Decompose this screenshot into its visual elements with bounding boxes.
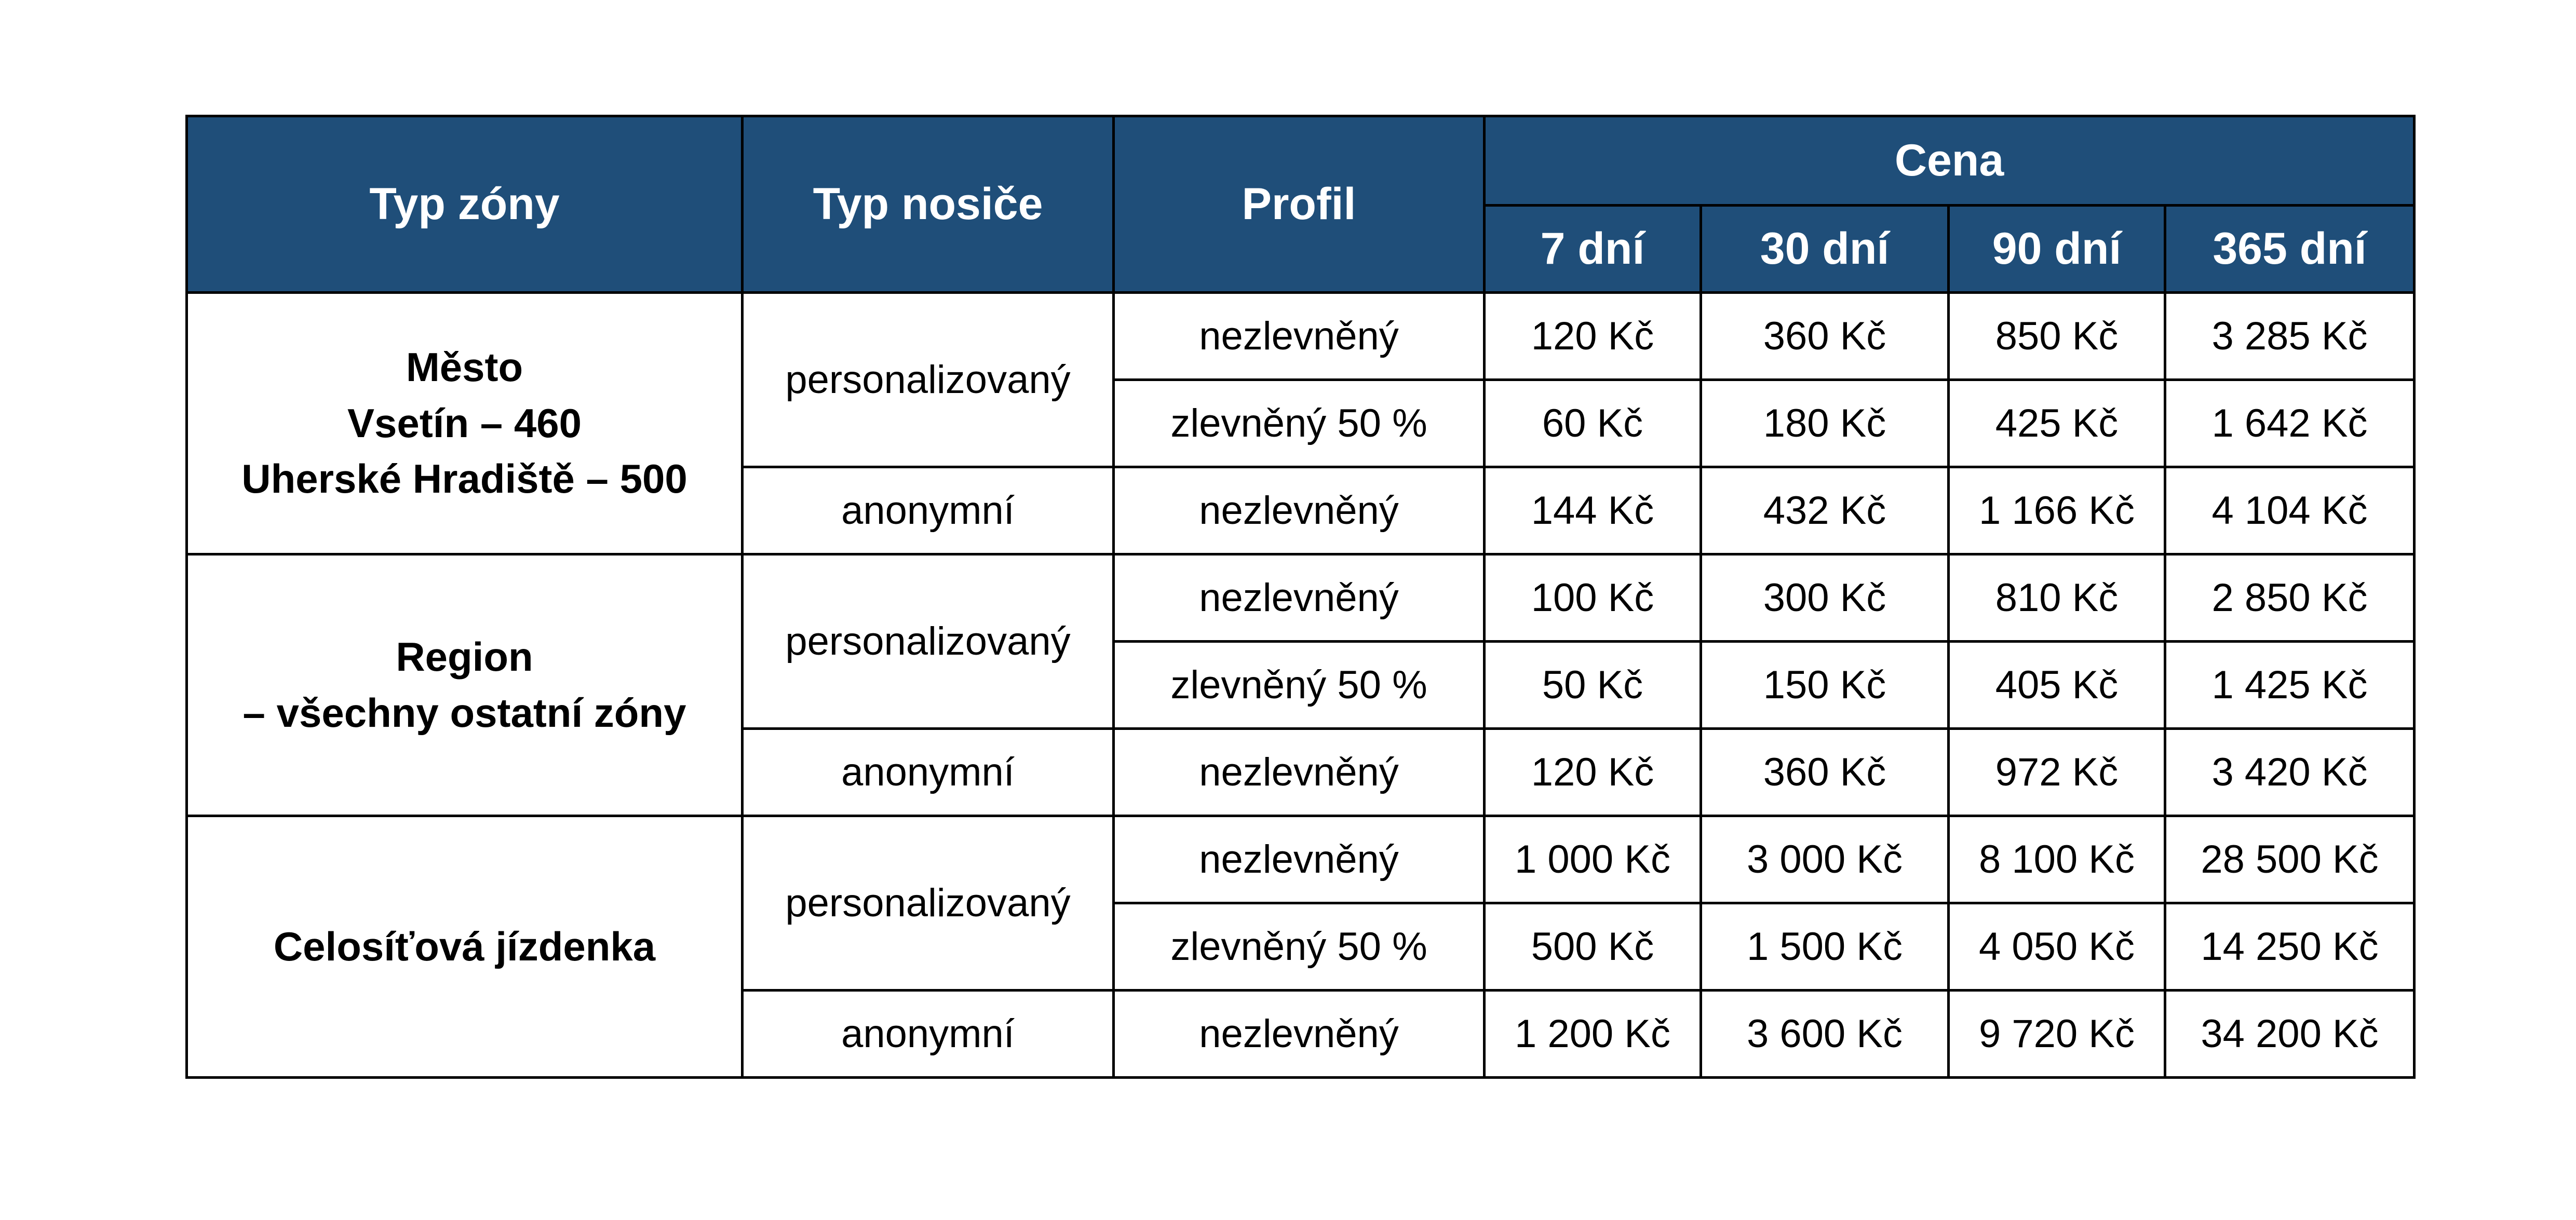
price-cell: 60 Kč	[1485, 380, 1701, 467]
table-row	[187, 554, 2415, 642]
price-cell: 3 000 Kč	[1701, 816, 1949, 903]
profile-cell: zlevněný 50 %	[1114, 903, 1485, 991]
carrier-cell: anonymní	[743, 991, 1114, 1078]
price-cell: 1 200 Kč	[1485, 991, 1701, 1078]
price-cell: 1 166 Kč	[1949, 467, 2165, 554]
profile-cell: zlevněný 50 %	[1114, 642, 1485, 729]
price-cell: 2 850 Kč	[2165, 554, 2415, 642]
carrier-cell: anonymní	[743, 467, 1114, 554]
price-cell: 28 500 Kč	[2165, 816, 2415, 903]
carrier-cell: personalizovaný	[743, 816, 1114, 991]
price-cell: 1 500 Kč	[1701, 903, 1949, 991]
price-cell: 3 600 Kč	[1701, 991, 1949, 1078]
price-cell: 150 Kč	[1701, 642, 1949, 729]
price-cell: 144 Kč	[1485, 467, 1701, 554]
price-cell: 360 Kč	[1701, 729, 1949, 816]
price-cell: 1 425 Kč	[2165, 642, 2415, 729]
zone-label-line: Celosíťová jízdenka	[273, 923, 656, 969]
price-cell: 4 104 Kč	[2165, 467, 2415, 554]
price-cell: 1 000 Kč	[1485, 816, 1701, 903]
zone-cell	[187, 293, 743, 554]
price-cell: 972 Kč	[1949, 729, 2165, 816]
price-cell: 50 Kč	[1485, 642, 1701, 729]
price-cell: 3 285 Kč	[2165, 293, 2415, 380]
price-cell: 14 250 Kč	[2165, 903, 2415, 991]
table-body	[187, 293, 2415, 1078]
price-cell: 34 200 Kč	[2165, 991, 2415, 1078]
price-cell: 4 050 Kč	[1949, 903, 2165, 991]
price-cell: 180 Kč	[1701, 380, 1949, 467]
zone-label-line: Region	[396, 633, 533, 680]
header-duration-7: 7 dní	[1485, 206, 1701, 293]
price-cell: 360 Kč	[1701, 293, 1949, 380]
zone-cell	[187, 554, 743, 816]
header-zone-type: Typ zóny	[187, 116, 743, 293]
table-header	[187, 116, 2415, 293]
price-cell: 405 Kč	[1949, 642, 2165, 729]
price-cell: 432 Kč	[1701, 467, 1949, 554]
zone-cell	[187, 816, 743, 1078]
profile-cell: nezlevněný	[1114, 816, 1485, 903]
price-cell: 300 Kč	[1701, 554, 1949, 642]
header-carrier-type: Typ nosiče	[743, 116, 1114, 293]
table-row	[187, 816, 2415, 903]
profile-cell: nezlevněný	[1114, 554, 1485, 642]
price-cell: 120 Kč	[1485, 729, 1701, 816]
header-row	[187, 116, 2415, 206]
carrier-cell: anonymní	[743, 729, 1114, 816]
header-duration-30: 30 dní	[1701, 206, 1949, 293]
profile-cell: nezlevněný	[1114, 467, 1485, 554]
header-profile: Profil	[1114, 116, 1485, 293]
profile-cell: nezlevněný	[1114, 293, 1485, 380]
header-duration-90: 90 dní	[1949, 206, 2165, 293]
price-cell: 500 Kč	[1485, 903, 1701, 991]
zone-label-line: Město	[406, 344, 523, 390]
zone-label-line: Vsetín – 460	[347, 400, 582, 446]
carrier-cell: personalizovaný	[743, 554, 1114, 729]
zone-label-line: – všechny ostatní zóny	[242, 689, 686, 736]
price-cell: 810 Kč	[1949, 554, 2165, 642]
zone-label-line: Uherské Hradiště – 500	[241, 456, 687, 502]
price-table	[185, 115, 2416, 1079]
price-cell: 9 720 Kč	[1949, 991, 2165, 1078]
carrier-cell: personalizovaný	[743, 293, 1114, 467]
table-row	[187, 293, 2415, 380]
price-cell: 425 Kč	[1949, 380, 2165, 467]
price-cell: 100 Kč	[1485, 554, 1701, 642]
profile-cell: zlevněný 50 %	[1114, 380, 1485, 467]
price-cell: 1 642 Kč	[2165, 380, 2415, 467]
profile-cell: nezlevněný	[1114, 991, 1485, 1078]
header-duration-365: 365 dní	[2165, 206, 2415, 293]
price-cell: 120 Kč	[1485, 293, 1701, 380]
price-cell: 850 Kč	[1949, 293, 2165, 380]
header-price: Cena	[1485, 116, 2415, 206]
profile-cell: nezlevněný	[1114, 729, 1485, 816]
price-cell: 3 420 Kč	[2165, 729, 2415, 816]
price-cell: 8 100 Kč	[1949, 816, 2165, 903]
